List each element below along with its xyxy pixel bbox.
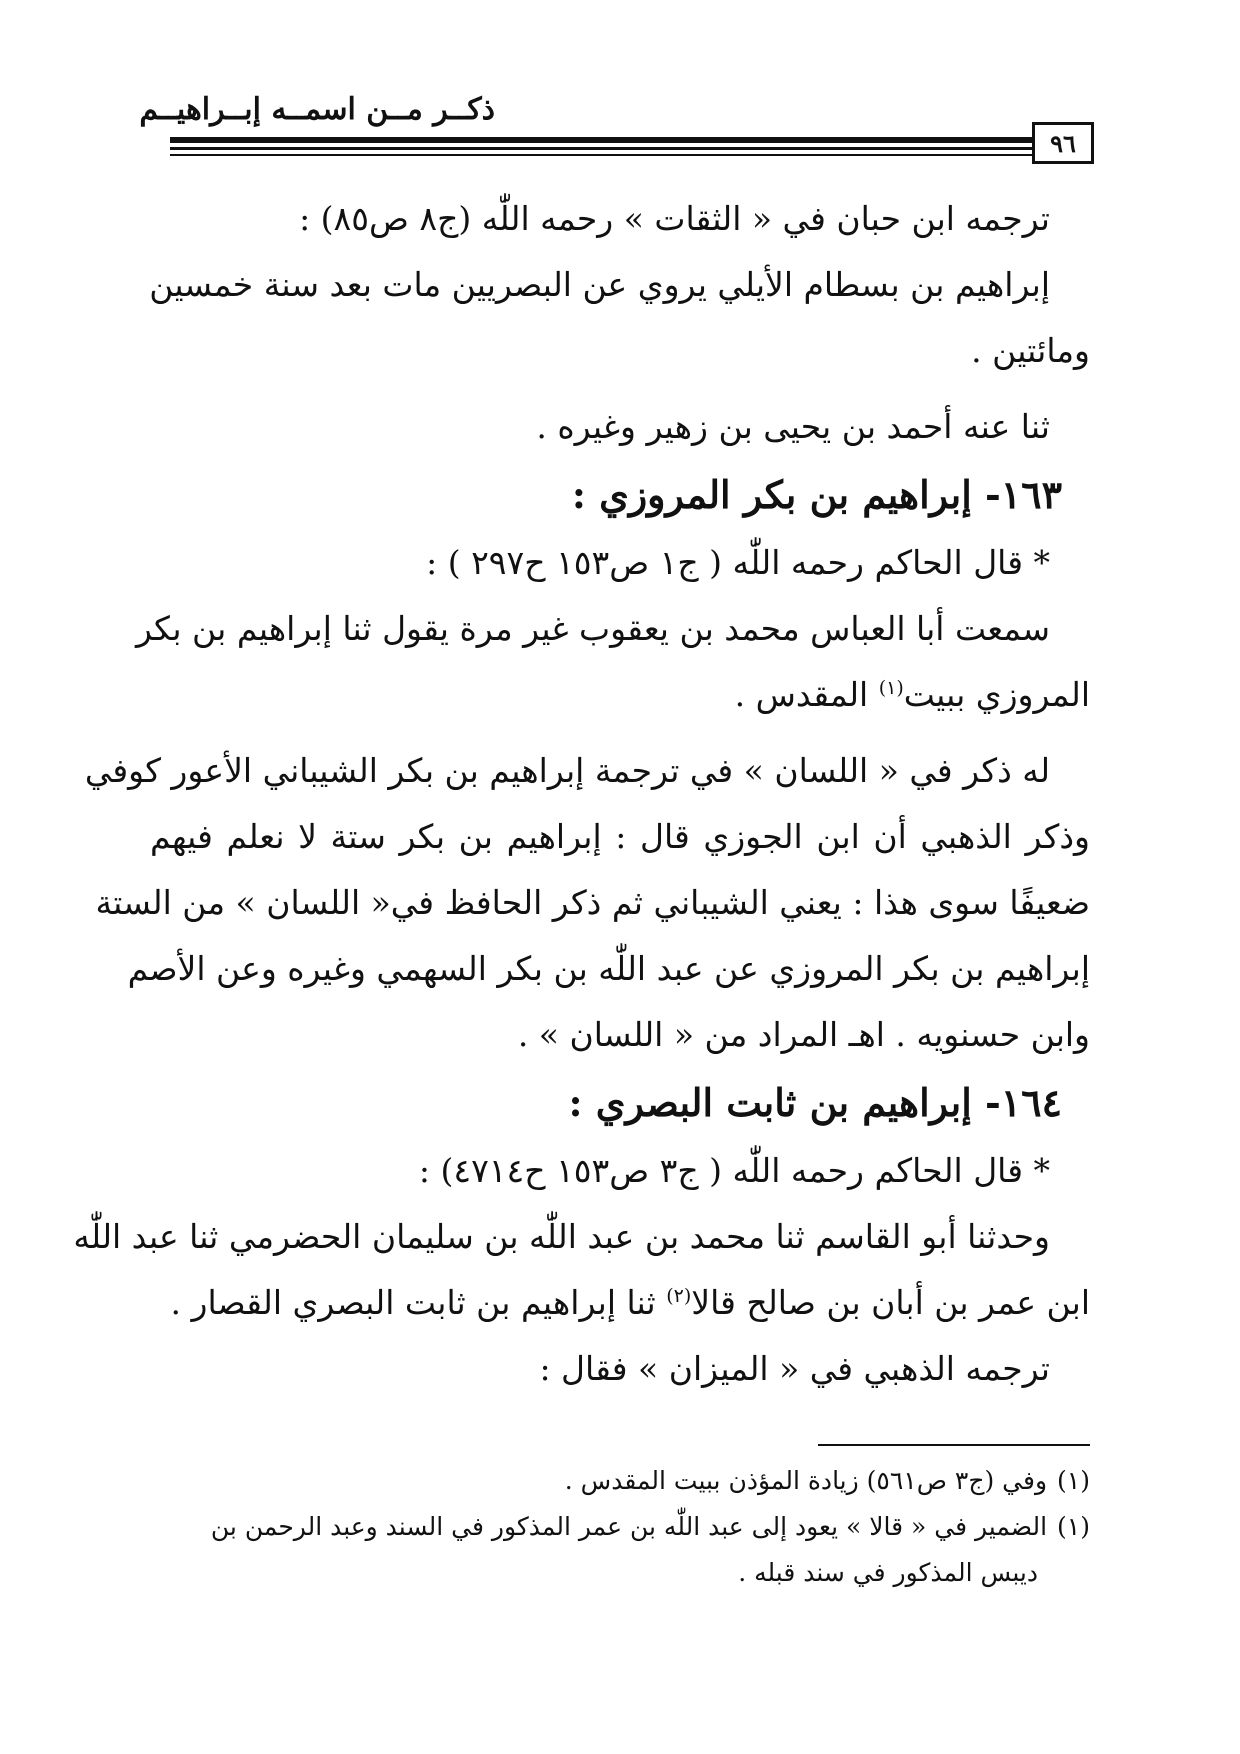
footnote-marker: (١): [1057, 1466, 1090, 1495]
text-line: [150, 662, 1090, 728]
text-line: ومائتين .: [971, 331, 1090, 370]
page-number: [1032, 122, 1094, 164]
text-line: ترجمه الذهبي في « الميزان » فقال :: [539, 1349, 1050, 1388]
footnote-reference: (١): [878, 677, 904, 699]
text-segment: المقدس .: [734, 675, 879, 714]
text-line: * قال الحاكم رحمه اللّٰه ( ج١ ص١٥٣ ح٢٩٧ ) :: [426, 543, 1050, 582]
text-line: إبراهيم بن بكر المروزي عن عبد اللّٰه بن بكر السهمي وغيره وعن الأصم: [127, 949, 1090, 988]
footnote-reference: (٢): [666, 1285, 692, 1307]
footnote-separator: [818, 1444, 1090, 1446]
running-title: ذكــر مــن اسمــه إبــراهيــم: [139, 92, 495, 127]
entry-heading-164: ١٦٤- إبراهيم بن ثابت البصري :: [568, 1080, 1062, 1125]
footnote-2: [150, 1504, 1090, 1550]
header-rule: [170, 154, 1032, 156]
text-line: له ذكر في « اللسان » في ترجمة إبراهيم بن بكر الشيباني الأعور كوفي: [84, 751, 1050, 790]
text-line: وابن حسنويه . اهـ المراد من « اللسان » .: [517, 1015, 1090, 1054]
footnotes: [150, 1458, 1090, 1596]
text-line: ثنا عنه أحمد بن يحيى بن زهير وغيره .: [536, 407, 1050, 446]
text-line: * قال الحاكم رحمه اللّٰه ( ج٣ ص١٥٣ ح٤٧١٤) :: [418, 1151, 1050, 1190]
main-text: [73, 186, 1090, 1402]
footnote-2-continued: ديبس المذكور في سند قبله .: [738, 1558, 1038, 1587]
text-line: ضعيفًا سوى هذا : يعني الشيباني ثم ذكر الحافظ في« اللسان » من الستة: [95, 883, 1090, 922]
footnote-1: [150, 1458, 1090, 1504]
footnote-text: وفي (ج٣ ص٥٦١) زيادة المؤذن ببيت المقدس .: [564, 1466, 1048, 1495]
text-segment: ابن عمر بن أبان بن صالح قالا: [691, 1283, 1090, 1322]
footnote-marker: (١): [1057, 1512, 1090, 1541]
page-number-text: ٩٦: [1050, 128, 1076, 158]
text-segment: ثنا إبراهيم بن ثابت البصري القصار .: [170, 1283, 667, 1322]
text-line: وذكر الذهبي أن ابن الجوزي قال : إبراهيم بن بكر ستة لا نعلم فيهم: [150, 817, 1090, 856]
entry-heading-163: ١٦٣- إبراهيم بن بكر المروزي :: [571, 472, 1062, 517]
text-line: ترجمه ابن حبان في « الثقات » رحمه اللّٰه (ج٨ ص٨٥) :: [299, 199, 1050, 238]
text-line: إبراهيم بن بسطام الأيلي يروي عن البصريين مات بعد سنة خمسين: [149, 265, 1050, 304]
text-segment: المروزي ببيت: [903, 675, 1090, 714]
footnote-text: الضمير في « قالا » يعود إلى عبد اللّٰه بن عمر المذكور في السند وعبد الرحمن بن: [210, 1512, 1048, 1541]
text-line: سمعت أبا العباس محمد بن يعقوب غير مرة يقول ثنا إبراهيم بن بكر: [135, 609, 1050, 648]
header-rule: [170, 147, 1032, 150]
header-rule: [170, 137, 1032, 143]
text-line: [150, 1270, 1090, 1336]
text-line: وحدثنا أبو القاسم ثنا محمد بن عبد اللّٰه بن سليمان الحضرمي ثنا عبد اللّٰه: [73, 1217, 1050, 1256]
